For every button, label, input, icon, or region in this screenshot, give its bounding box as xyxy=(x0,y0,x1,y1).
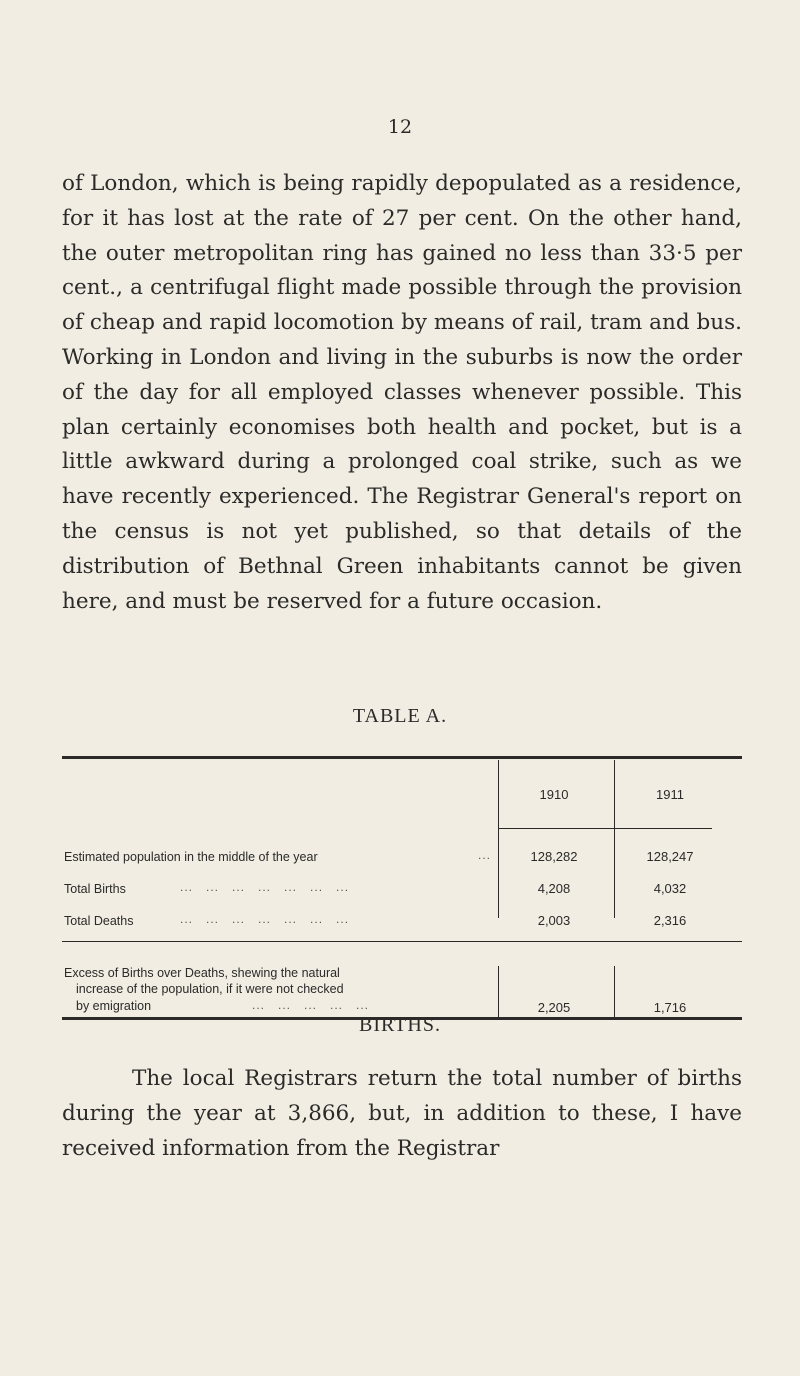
section-title-births: BIRTHS. xyxy=(359,1014,441,1036)
table-title: TABLE A. xyxy=(352,705,448,727)
footer-value-1910: 2,205 xyxy=(537,1000,571,1015)
footer-label-line-2: increase of the population, if it were not checked xyxy=(76,982,344,996)
row-value-1911: 2,316 xyxy=(653,913,687,928)
table-a xyxy=(62,756,742,1015)
footer-separator-rule xyxy=(62,941,742,942)
column-header-1910: 1910 xyxy=(539,787,569,802)
row-value-1911: 4,032 xyxy=(653,881,687,896)
footer-value-1911: 1,716 xyxy=(653,1000,687,1015)
row-label: Total Deaths xyxy=(64,914,134,928)
row-value-1910: 2,003 xyxy=(537,913,571,928)
table-top-rule xyxy=(62,756,742,759)
column-header-1911: 1911 xyxy=(656,787,684,802)
body-paragraph-2: The local Registrars return the total number of births during the year at 3,866, but, in addition to these, I have received information from the Registrar xyxy=(62,1066,742,1161)
row-value-1911: 128,247 xyxy=(646,849,694,864)
body-paragraph-1: of London, which is being rapidly depopulated as a residence, for it has lost at the rate of 27 per cent. On the other hand, the outer metropolitan ring has gained no less than 33·5 per cent., a centrifugal flight made possible through the provision of cheap and rapid locomotion by means of rail, tram and bus. Working in London and living in the suburbs is now the order of the day for all employed classes whenever possible. This plan certainly economises both health and pocket, but is a little awkward during a prolonged coal strike, such as we have recently experienced. The Registrar General's report on the census is not yet published, so that details of the distribution of Bethnal Green inhabitants cannot be given here, and must be reserved for a future occasion. xyxy=(62,171,742,614)
footer-label-line-1: Excess of Births over Deaths, shewing the natural xyxy=(64,966,340,980)
leader-dots: ... ... ... ... ... ... ... xyxy=(180,912,350,926)
row-label: Total Births xyxy=(64,882,126,896)
leader-dots: ... ... ... ... ... ... ... xyxy=(180,880,350,894)
page-number: 12 xyxy=(387,116,413,138)
row-value-1910: 128,282 xyxy=(530,849,578,864)
row-label: Estimated population in the middle of the year xyxy=(64,850,318,864)
leader-dots: ... ... ... ... ... xyxy=(252,998,370,1012)
leader-dots: ... xyxy=(478,848,492,862)
footer-label-line-3: by emigration xyxy=(76,999,152,1013)
header-rule xyxy=(498,828,712,829)
row-value-1910: 4,208 xyxy=(537,881,571,896)
